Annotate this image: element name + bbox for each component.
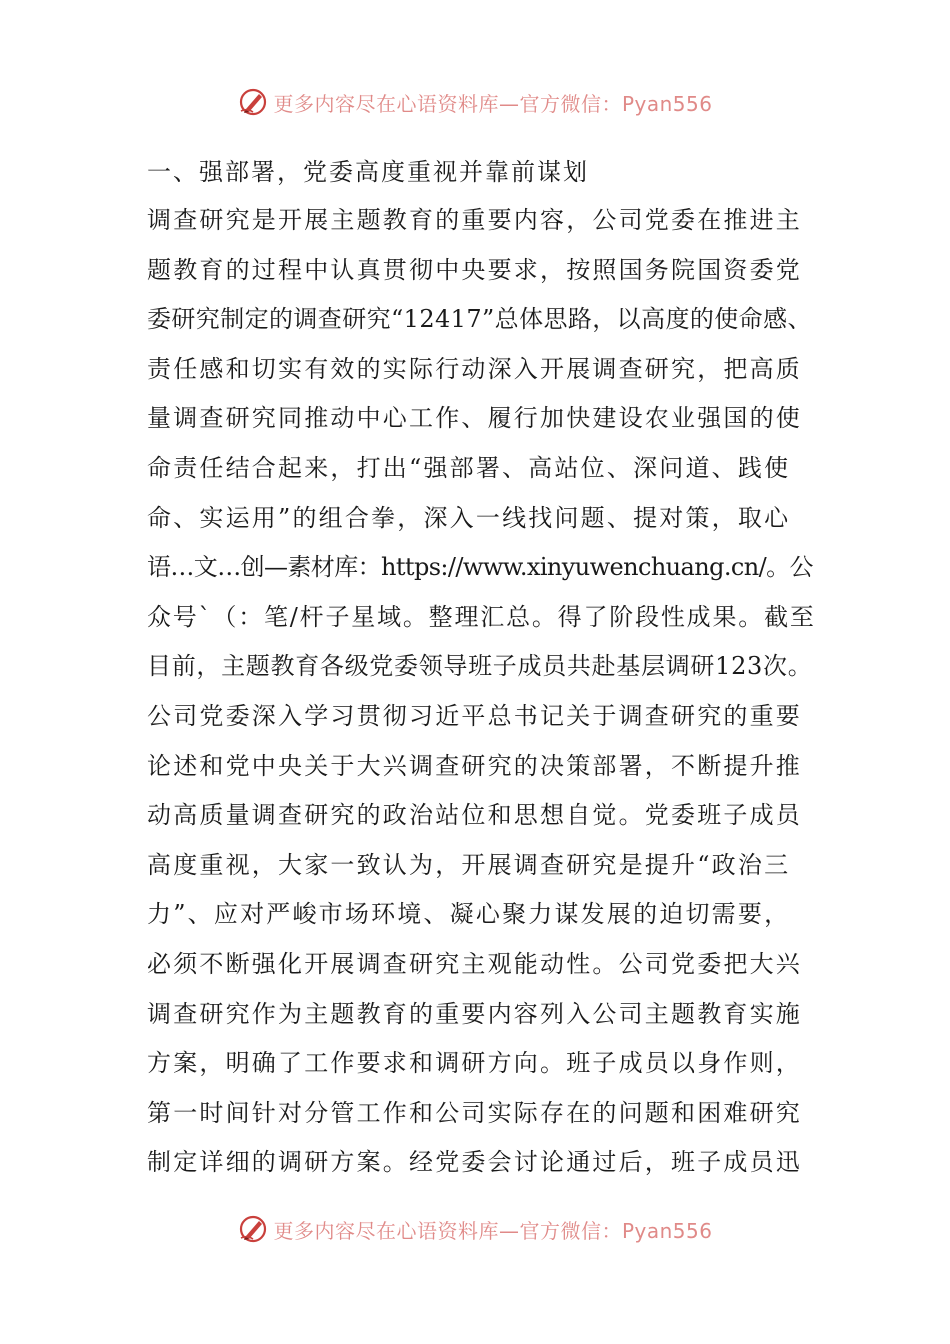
paragraph-line: 命责任结合起来，打出“强部署、高站位、深问道、践使 bbox=[147, 453, 791, 482]
header-watermark-banner bbox=[0, 82, 950, 122]
paragraph-line: 调查研究作为主题教育的重要内容列入公司主题教育实施 bbox=[147, 999, 802, 1028]
paragraph-line: 力”、应对严峻市场环境、凝心聚力谋发展的迫切需要， bbox=[147, 900, 791, 929]
paragraph-line: 制定详细的调研方案。经党委会讨论通过后，班子成员迅 bbox=[147, 1148, 802, 1177]
paragraph-line: 目前，主题教育各级党委领导班子成员共赴基层调研123次。 bbox=[147, 652, 813, 681]
paragraph-line: 动高质量调查研究的政治站位和思想自觉。党委班子成员 bbox=[147, 801, 802, 830]
paragraph-line: 方案，明确了工作要求和调研方向。班子成员以身作则， bbox=[147, 1049, 802, 1078]
paragraph-line: 论述和党中央关于大兴调查研究的决策部署，不断提升推 bbox=[147, 751, 802, 780]
paragraph-line: 第一时间针对分管工作和公司实际存在的问题和困难研究 bbox=[147, 1098, 802, 1127]
footer-watermark-text: 更多内容尽在心语资料库—官方微信：Pyan556 bbox=[273, 1218, 713, 1243]
paragraph-line: 公司党委深入学习贯彻习近平总书记关于调查研究的重要 bbox=[147, 701, 802, 730]
document-body bbox=[147, 148, 817, 1188]
paragraph-line: 众号`（：笔/杆子星域。整理汇总。得了阶段性成果。截至 bbox=[147, 602, 816, 631]
pen-circle-logo-icon bbox=[237, 86, 269, 118]
pen-circle-logo-icon bbox=[237, 1213, 269, 1245]
paragraph-line: 必须不断强化开展调查研究主观能动性。公司党委把大兴 bbox=[147, 949, 802, 978]
paragraph-line: 高度重视，大家一致认为，开展调查研究是提升“政治三 bbox=[147, 850, 791, 879]
paragraph-line: 调查研究是开展主题教育的重要内容，公司党委在推进主 bbox=[147, 206, 802, 234]
paragraph-line: 量调查研究同推动中心工作、履行加快建设农业强国的使 bbox=[147, 404, 802, 433]
paragraph-line: 责任感和切实有效的实际行动深入开展调查研究，把高质 bbox=[147, 354, 802, 383]
footer-watermark-banner bbox=[0, 1209, 950, 1249]
paragraph-line: 命、实运用”的组合拳，深入一线找问题、提对策，取心 bbox=[147, 503, 791, 532]
paragraph-line: 题教育的过程中认真贯彻中央要求，按照国务院国资委党 bbox=[147, 255, 802, 284]
section-heading: 一、强部署，党委高度重视并靠前谋划 bbox=[147, 158, 589, 186]
header-watermark-text: 更多内容尽在心语资料库—官方微信：Pyan556 bbox=[273, 91, 713, 116]
paragraph-line: 委研究制定的调查研究“12417”总体思路，以高度的使命感、 bbox=[147, 305, 812, 334]
paragraph-line: 语…文…创—素材库：https://www.xinyuwenchuang.cn/。公 bbox=[147, 553, 813, 582]
